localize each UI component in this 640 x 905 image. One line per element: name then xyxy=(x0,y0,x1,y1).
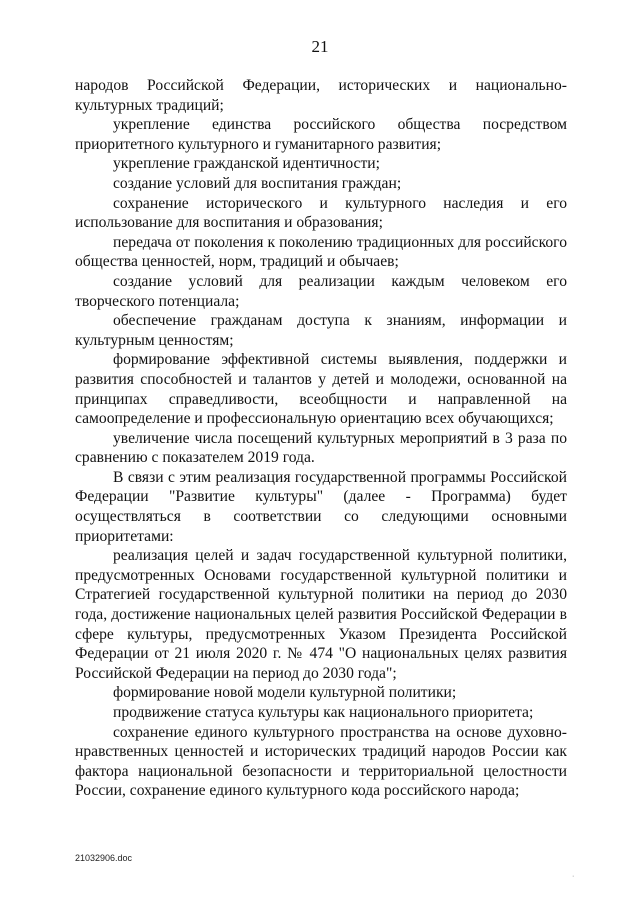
list-item: сохранение единого культурного пространства на основе духовно-нравственных ценностей и исторических традиций народов России как фактора национальной безопасности и территориальной целостности России, сохранение единого культурного кода российского народа; xyxy=(75,723,567,800)
list-item: продвижение статуса культуры как национального приоритета; xyxy=(113,704,534,721)
list-item: создание условий для воспитания граждан; xyxy=(113,174,402,192)
list-item: реализация целей и задач государственной культурной политики, предусмотренных Основами государственной культурной политики и Стратегией государственной культурной политики на период до 2030 года, достижение национальных целей развития Российской Федерации в сфере культуры, предусмотренных Указом Президента Российской Федерации от 21 июля 2020 г. № 474 "О национальных целях развития Российской Федерации на период до 2030 года"; xyxy=(75,547,567,682)
list-item: передача от поколения к поколению традиционных для российского общества ценностей, норм, традиций и обычаев; xyxy=(75,233,567,271)
list-item: увеличение числа посещений культурных мероприятий в 3 раза по сравнению с показателем 2019 года. xyxy=(75,429,567,467)
paragraph-continuation: народов Российской Федерации, исторических и национально-культурных традиций; xyxy=(75,77,567,114)
body-paragraph: В связи с этим реализация государственной программы Российской Федерации "Развитие культуры" (далее - Программа) будет осуществляться в соответствии со следующими основными приоритетами: xyxy=(75,468,567,545)
list-item: создание условий для реализации каждым человеком его творческого потенциала; xyxy=(75,272,567,310)
footer-filename: 21032906.doc xyxy=(75,853,133,863)
list-item: укрепление гражданской идентичности; xyxy=(113,155,380,173)
list-item: формирование новой модели культурной политики; xyxy=(113,684,457,702)
list-item: формирование эффективной системы выявления, поддержки и развития способностей и талантов у детей и молодежи, основанной на принципах справедливости, всеобщности и направленной на самоопределение и профессиональную ориентацию всех обучающихся; xyxy=(75,351,567,428)
page-number: 21 xyxy=(311,37,329,56)
corner-mark: · xyxy=(572,873,575,880)
list-item: обеспечение гражданам доступа к знаниям, информации и культурным ценностям; xyxy=(75,312,567,349)
document-body xyxy=(75,76,567,801)
list-item: сохранение исторического и культурного наследия и его использование для воспитания и образования; xyxy=(75,194,567,232)
list-item: укрепление единства российского общества посредством приоритетного культурного и гуманитарного развития; xyxy=(75,116,567,153)
